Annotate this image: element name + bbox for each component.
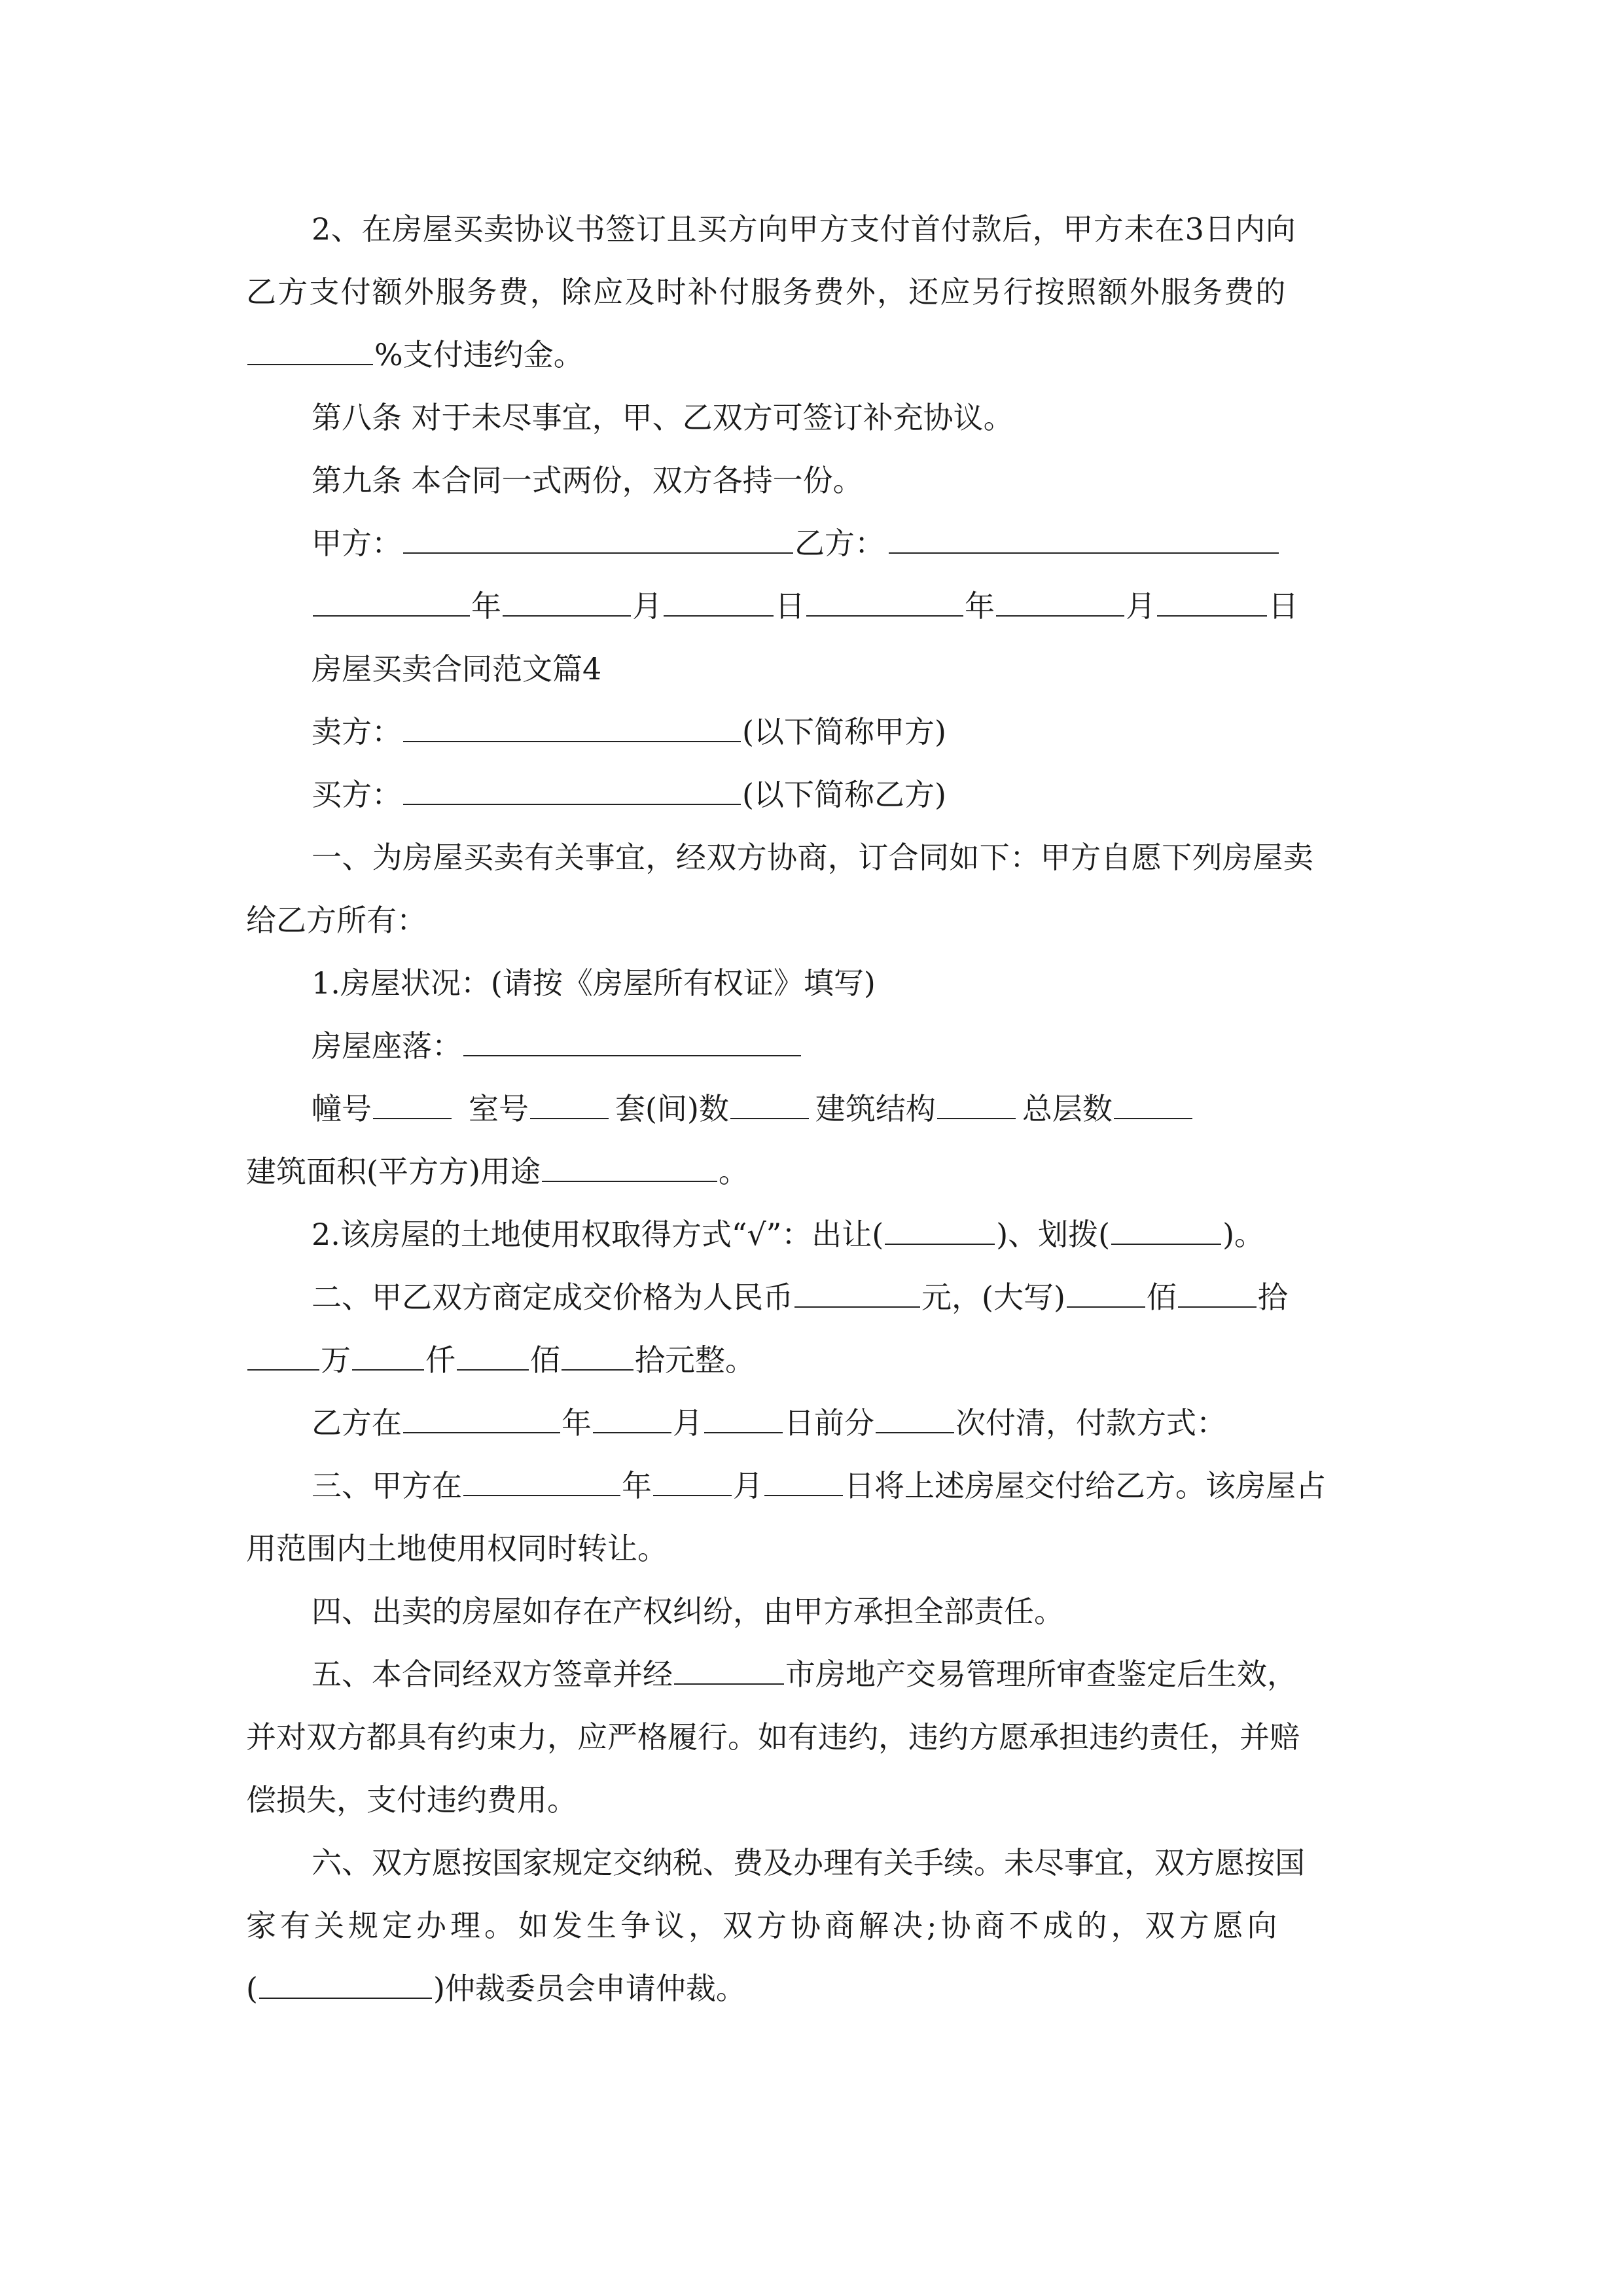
paragraph-text: %支付违约金。 <box>374 337 584 372</box>
item-1 <box>312 962 876 1004</box>
buyer-note: (以下简称乙方) <box>742 777 946 812</box>
blank-line <box>806 585 963 617</box>
blank-line <box>1111 1213 1221 1245</box>
blank-line <box>593 1402 671 1433</box>
item-text: )、划拨( <box>996 1217 1111 1252</box>
blank-line <box>1114 1088 1192 1119</box>
delivery-text: 日将上述房屋交付给乙方。该房屋占 <box>844 1468 1326 1503</box>
payment-text: 日前分 <box>784 1405 874 1441</box>
party-b-label: 乙方： <box>794 526 885 561</box>
blank-line <box>562 1339 633 1371</box>
paragraph-line <box>312 208 1296 250</box>
paragraph-text: 给乙方所有： <box>246 903 427 938</box>
paragraph-line <box>246 899 427 941</box>
seller-label: 卖方： <box>312 714 402 749</box>
blank-line <box>313 585 470 617</box>
date-day-label: 日 <box>775 588 805 624</box>
date-day-label: 日 <box>1268 588 1298 624</box>
blank-line <box>937 1088 1016 1119</box>
paragraph-text: 五、本合同经双方签章并经 <box>312 1657 673 1692</box>
party-b-blank <box>889 522 1279 554</box>
price-text: 元，(大写) <box>921 1280 1065 1315</box>
paragraph-text: 用范围内土地使用权同时转让。 <box>246 1531 668 1566</box>
location-blank <box>463 1025 801 1056</box>
floors-label: 总层数 <box>1022 1091 1113 1126</box>
payment-text: 次付清，付款方式： <box>955 1405 1226 1441</box>
paragraph-line <box>246 1905 1281 1946</box>
article-text: 第九条 本合同一式两份，双方各持一份。 <box>312 463 863 498</box>
date-line <box>312 585 1298 627</box>
paragraph-text: 四、出卖的房屋如存在产权纠纷，由甲方承担全部责任。 <box>312 1594 1064 1629</box>
article-9 <box>312 459 863 501</box>
date-year-label: 年 <box>965 588 995 624</box>
paragraph-line <box>246 334 584 376</box>
delivery-text: 三、甲方在 <box>312 1468 462 1503</box>
price-unit: 万 <box>321 1342 351 1378</box>
price-unit: 仟 <box>425 1342 455 1378</box>
paragraph-text: )仲裁委员会申请仲裁。 <box>433 1971 746 2006</box>
blank-line <box>247 334 373 365</box>
paragraph-line <box>312 1842 1305 1884</box>
paragraph-line <box>246 271 1287 313</box>
period-mark: 。 <box>718 1154 749 1189</box>
paragraph-line <box>246 1967 746 2009</box>
seller-blank <box>403 711 741 742</box>
paragraph-line <box>246 1528 668 1570</box>
blank-line <box>704 1402 783 1433</box>
blank-line <box>463 1465 620 1496</box>
blank-line <box>403 1402 560 1433</box>
item-text: )。 <box>1222 1217 1265 1252</box>
blank-line <box>730 1088 809 1119</box>
blank-line <box>1067 1276 1145 1308</box>
section-heading <box>312 648 601 690</box>
area-use-label: 建筑面积(平方方)用途 <box>246 1154 541 1189</box>
party-a-label: 甲方： <box>312 526 402 561</box>
article-8 <box>312 397 1014 439</box>
party-a-blank <box>403 522 793 554</box>
blank-line <box>457 1339 529 1371</box>
buyer-blank <box>403 774 741 805</box>
blank-line <box>530 1088 609 1119</box>
item-text: 2.该房屋的土地使用权取得方式“√”：出让( <box>312 1217 884 1252</box>
date-year-label: 年 <box>471 588 501 624</box>
payment-line <box>312 1402 1226 1444</box>
date-month-label: 月 <box>632 588 662 624</box>
seller-line <box>312 711 946 753</box>
paragraph-line <box>246 1716 1300 1758</box>
room-number-label: 室号 <box>469 1091 529 1126</box>
property-fields-line <box>312 1088 1194 1130</box>
blank-line <box>259 1967 432 1999</box>
area-use-line <box>246 1151 749 1193</box>
paragraph-text: 市房地产交易管理所审查鉴定后生效， <box>785 1657 1297 1692</box>
building-number-label: 幢号 <box>312 1091 372 1126</box>
heading-text: 房屋买卖合同范文篇4 <box>312 651 602 687</box>
paragraph-text: 乙方支付额外服务费，除应及时补付服务费外，还应另行按照额外服务费的 <box>246 274 1287 310</box>
price-line-2 <box>246 1339 755 1381</box>
paragraph-text: ( <box>246 1971 258 2006</box>
blank-line <box>542 1151 717 1182</box>
price-unit: 拾 <box>1257 1280 1288 1315</box>
units-label: 套(间)数 <box>615 1091 729 1126</box>
price-line <box>312 1276 1288 1318</box>
structure-label: 建筑结构 <box>815 1091 936 1126</box>
paragraph-line <box>312 836 1313 878</box>
paragraph-line <box>312 1653 1297 1695</box>
paragraph-line <box>246 1779 577 1821</box>
paragraph-line <box>312 1590 1064 1632</box>
blank-line <box>876 1402 954 1433</box>
paragraph-text: 六、双方愿按国家规定交纳税、费及办理有关手续。未尽事宜，双方愿按国 <box>312 1845 1305 1880</box>
blank-line <box>352 1339 424 1371</box>
buyer-line <box>312 774 946 816</box>
blank-line <box>674 1653 784 1685</box>
article-text: 第八条 对于未尽事宜，甲、乙双方可签订补充协议。 <box>312 400 1014 435</box>
paragraph-text: 并对双方都具有约束力，应严格履行。如有违约，违约方愿承担违约责任，并赔 <box>246 1719 1300 1755</box>
payment-text: 乙方在 <box>312 1405 402 1441</box>
paragraph-text: 家有关规定办理。如发生争议，双方协商解决;协商不成的，双方愿向 <box>246 1908 1281 1943</box>
blank-line <box>1157 585 1267 617</box>
seller-note: (以下简称甲方) <box>742 714 946 749</box>
price-text: 二、甲乙双方商定成交价格为人民币 <box>312 1280 793 1315</box>
blank-line <box>247 1339 319 1371</box>
blank-line <box>996 585 1124 617</box>
paragraph-text: 偿损失，支付违约费用。 <box>246 1782 577 1818</box>
price-unit: 拾元整。 <box>635 1342 755 1378</box>
blank-line <box>885 1213 995 1245</box>
blank-line <box>653 1465 732 1496</box>
blank-line <box>664 585 774 617</box>
location-line <box>312 1025 802 1067</box>
price-unit: 佰 <box>530 1342 560 1378</box>
delivery-text: 年 <box>622 1468 652 1503</box>
blank-line <box>373 1088 452 1119</box>
payment-text: 月 <box>673 1405 703 1441</box>
blank-line <box>503 585 631 617</box>
price-unit: 佰 <box>1146 1280 1177 1315</box>
location-label: 房屋座落： <box>312 1028 462 1064</box>
date-month-label: 月 <box>1126 588 1156 624</box>
item-2 <box>312 1213 1264 1255</box>
payment-text: 年 <box>562 1405 592 1441</box>
blank-line <box>794 1276 920 1308</box>
buyer-label: 买方： <box>312 777 402 812</box>
paragraph-text: 2、在房屋买卖协议书签订且买方向甲方支付首付款后，甲方未在3日内向 <box>312 211 1296 247</box>
delivery-text: 月 <box>733 1468 763 1503</box>
signature-line <box>312 522 1280 564</box>
item-text: 1.房屋状况：(请按《房屋所有权证》填写) <box>312 965 876 1001</box>
delivery-line <box>312 1465 1326 1507</box>
blank-line <box>764 1465 843 1496</box>
paragraph-text: 一、为房屋买卖有关事宜，经双方协商，订合同如下：甲方自愿下列房屋卖 <box>312 840 1314 875</box>
blank-line <box>1178 1276 1257 1308</box>
